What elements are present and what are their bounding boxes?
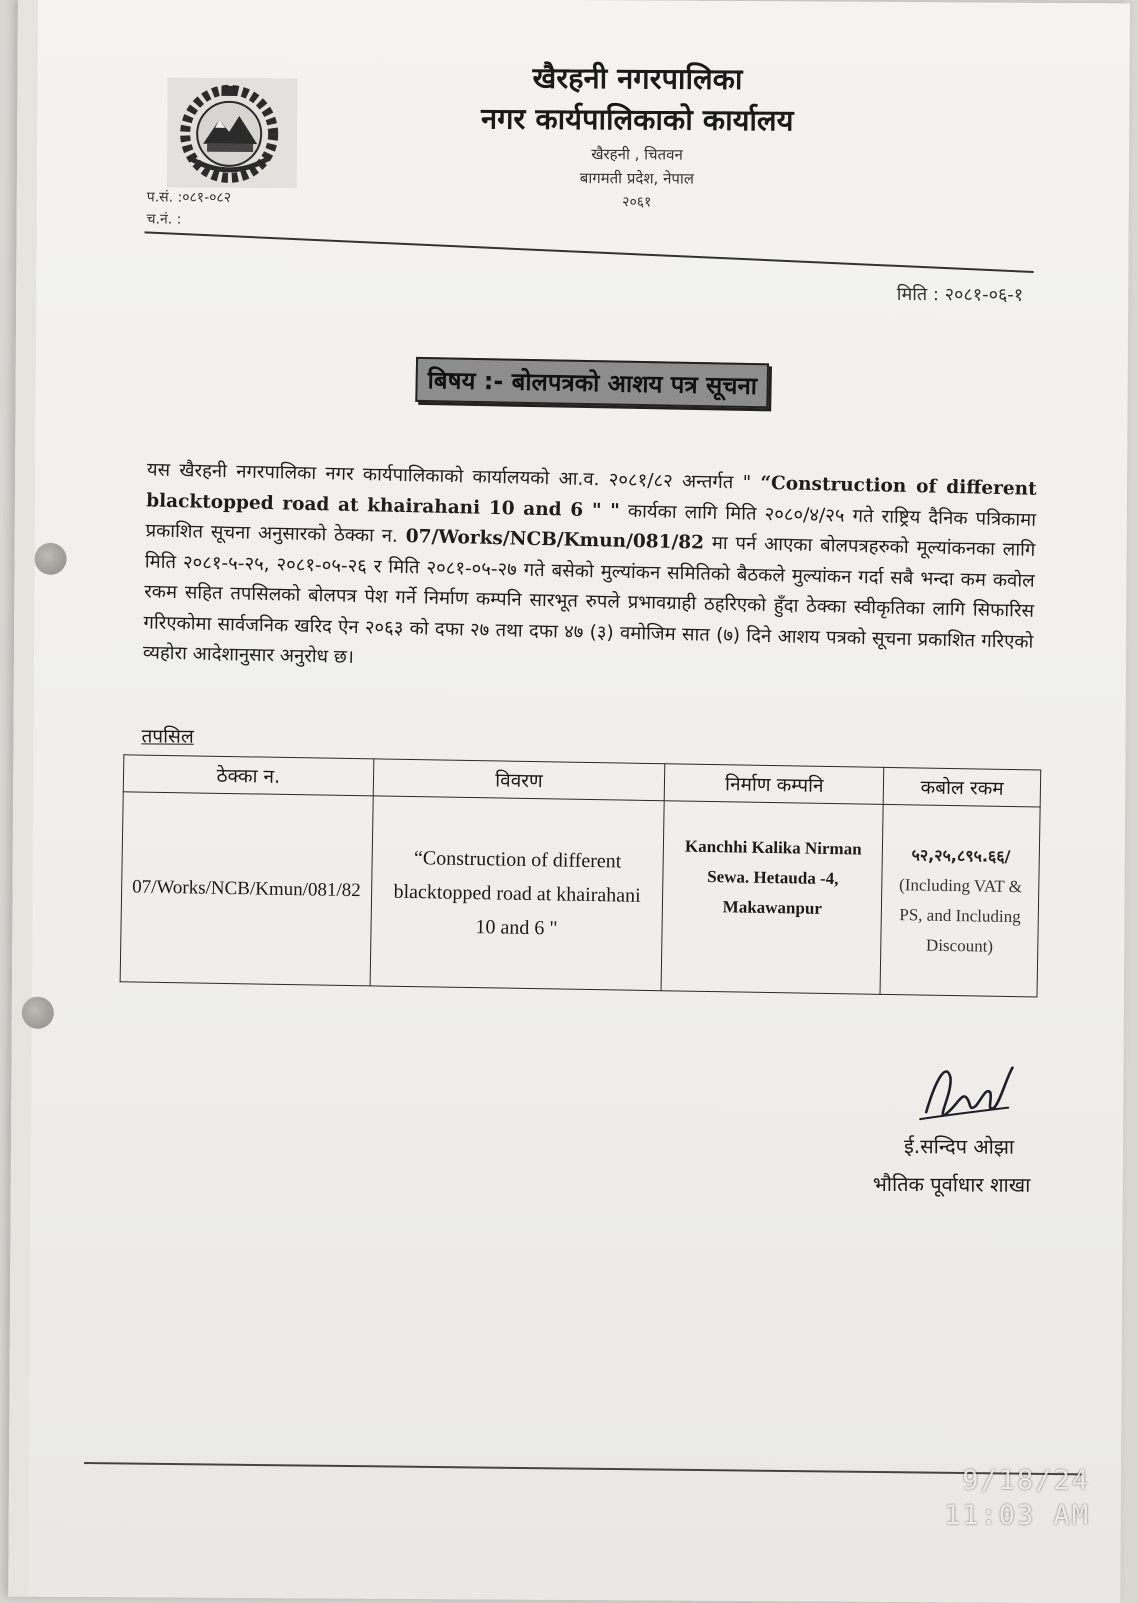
table-caption: तपसिल (141, 725, 194, 748)
established-year: २०६१ (622, 194, 652, 211)
dispatch-number: च.नं. : (146, 211, 182, 228)
letterhead (437, 57, 838, 212)
office-location: खैरहनी , चितवन (591, 145, 683, 164)
office-name: नगर कार्यपालिकाको कार्यालय (480, 101, 794, 138)
cell-amount (880, 804, 1040, 997)
body-intro: यस खैरहनी नगरपालिका नगर कार्यपालिकाको कार्यालयको आ.व. २०८१/८२ अन्तर्गत " (146, 459, 761, 494)
municipality-name: खैरहनी नगरपालिका (532, 60, 743, 97)
notice-body (143, 455, 1037, 688)
contract-number-inline: 07/Works/NCB/Kmun/081/82 (405, 526, 705, 554)
bid-details-table (120, 754, 1042, 997)
signatory-name: ई.सन्दिप ओझा (903, 1134, 1015, 1159)
column-header-contract-no: ठेक्का न. (123, 755, 373, 796)
subject-heading: बिषय :- बोलपत्रको आशय पत्र सूचना (415, 357, 769, 408)
column-header-amount: कबोल रकम (884, 767, 1041, 807)
bid-amount-note: (Including VAT & PS, and Including Discount) (898, 874, 1023, 956)
body-middle: कार्यका लागि मिति २०८०/४/२५ गते राष्ट्रिय दैनिक पत्रिकामा प्रकाशित सूचना अनुसारको ठेक्का न. (145, 500, 1037, 548)
punch-hole (34, 543, 66, 575)
punch-hole (22, 997, 54, 1029)
cell-firm: Kanchhi Kalika Nirman Sewa. Hetauda -4, Makawanpur (661, 801, 883, 995)
footer-divider (84, 1462, 1084, 1475)
photo-timestamp-time: 11:03 AM (943, 1500, 1090, 1531)
bid-amount: ५२,२५,८९५.६६/ (911, 844, 1011, 866)
header-divider (144, 231, 1033, 273)
column-header-description: विवरण (373, 759, 665, 801)
government-emblem-logo (167, 78, 298, 189)
column-header-firm: निर्माण कम्पनि (665, 764, 885, 805)
notice-date: मिति : २०८१-०६-१ (896, 283, 1024, 306)
handwritten-signature (916, 1057, 1021, 1133)
body-conclusion: मा पर्न आएका बोलपत्रहरुको मूल्यांकनका लागि मिति २०८१-५-२५, २०८१-०५-२६ र मिति २०८१-०५-२७ गते बसेको मुल्यांकन समितिको बैठकले मुल्यांकन गर्दा सबै भन्दा कम कवोल रकम सहित तपसिलको बोलपत्र पेश गर्ने निर्माण कम्पनि सारभूत रुपले प्रभावग्राही ठहरिएको हुँदा ठेक्का स्वीकृतिका लागि सिफारिस गरिएकोमा सार्वजनिक खरिद ऐन २०६३ को दफा २७ तथा दफा ४७ (३) वमोजिम सात (७) दिने आशय पत्रको सूचना प्रकाशित गरिएको व्यहोरा आदेशानुसार अनुरोध छ। (142, 532, 1036, 668)
office-province: बागमती प्रदेश, नेपाल (579, 169, 695, 188)
signatory-department: भौतिक पूर्वाधार शाखा (872, 1171, 1031, 1197)
cell-contract-no: 07/Works/NCB/Kmun/081/82 (120, 792, 373, 986)
letter-number: प.सं. :०८१-०८२ (146, 189, 232, 206)
table-row (120, 792, 1040, 997)
photo-timestamp-date: 9/18/24 (962, 1465, 1090, 1496)
project-name: “Construction of different blacktopped road at khairahani 10 and 6 " " (145, 472, 1037, 522)
page-edge (8, 0, 38, 1597)
cell-description: “Construction of different blacktopped road at khairahani 10 and 6 " (370, 796, 665, 991)
notice-page (8, 0, 1130, 1603)
